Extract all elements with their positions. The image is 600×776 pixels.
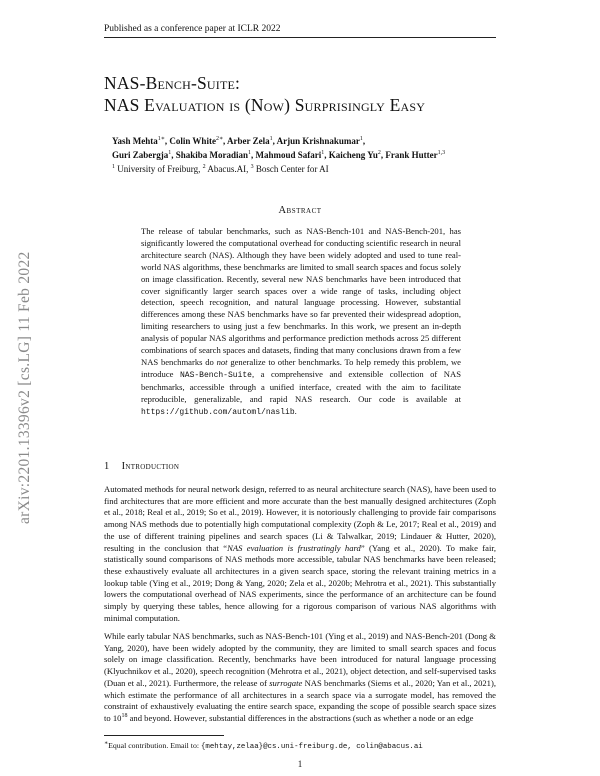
paragraph-emphasis: surrogate [269, 677, 303, 688]
exponent: 18 [121, 713, 128, 720]
author-sup: 1,3 [437, 150, 446, 156]
footnote-mark: ∗ [104, 740, 109, 747]
footnote-emails[interactable]: {mehtay,zelaa}@cs.uni-freiburg.de, colin@abacus.ai [200, 743, 423, 751]
author-name: Yash Mehta [112, 136, 158, 146]
footnote [104, 735, 496, 752]
author-line-1: Yash Mehta$^{1∗}$, Colin White$^{2∗}$, Arber Zela$^1$, Arjun Krishnakumar$^1$, [112, 136, 366, 146]
affil-sup: 1 [112, 164, 115, 170]
abstract-text: , a comprehensive and extensible collection of NAS benchmarks, accessible through a unified interface, created with the aim to facilitate reproducible, generalizable, and rapid NAS research. Our code is available at [141, 368, 461, 404]
abstract-text: generalize to other benchmarks. To help remedy this problem, we introduce [141, 356, 461, 379]
author-name: Kaicheng Yu [328, 150, 378, 160]
paragraph-text: Automated methods for neural network design, referred to as neural architecture search (NAS), have been used to find architectures that are more efficient and more accurate than the best manually designed architectures (Zoph et al., 2018; Real et al., 2019; So et al., 2019). However, it is notoriously challenging to provide fair comparisons among NAS methods due to potentially high computational complexity (Zoph & Le, 2017; Real et al., 2019) and the use of different training pipelines and search spaces (Li & Talwalkar, 2019; Lindauer & Hutter, 2020), resulting in the conclusion that “ [104, 484, 496, 553]
affil-sup: 3 [250, 164, 254, 170]
section-title: Introduction [121, 461, 180, 472]
paragraph-text: ” (Yang et al., 2020). To make fair, statistically sound comparisons of NAS methods more accessible, tabular NAS benchmarks have been released; these exhaustively evaluate all architectures in a given search space, storing the relevant training metrics in a lookup table (Ying et al., 2019; Dong & Yang, 2020; Zela et al., 2020b; Mehrotra et al., 2021). This substantially lowers the computational overhead of NAS experiments, since the performance of an architecture can be found simply by querying these tables, hence allowing for a rigorous comparison of various NAS algorithms with minimal computation. [104, 542, 496, 623]
affiliations [112, 162, 492, 176]
abstract-body [141, 226, 461, 419]
code-url-link[interactable]: https://github.com/automl/naslib [141, 407, 295, 417]
title-line-2: NAS Evaluation is (Now) Surprisingly Easy [104, 95, 426, 115]
affiliation: Abacus.AI, [207, 164, 251, 174]
author-name: Mahmoud Safari [255, 150, 322, 160]
page-number: 1 [297, 759, 303, 769]
author-name: Frank Hutter [385, 150, 438, 160]
title-line-1: NAS-Bench-Suite: [104, 73, 241, 93]
abstract-emphasis: not [216, 356, 228, 367]
author-sup: 1 [269, 136, 273, 142]
author-name: Shakiba Moradian [175, 150, 249, 160]
section-number: 1 [104, 461, 110, 472]
affil-sup: 2 [202, 164, 206, 170]
author-block [112, 134, 492, 176]
author-name: Guri Zabergja [112, 150, 169, 160]
running-header: Published as a conference paper at ICLR 2022 [104, 24, 496, 38]
footnote-rule [104, 735, 224, 736]
intro-paragraph-2 [104, 631, 496, 725]
author-name: Arjun Krishnakumar [276, 136, 360, 146]
author-sup: 1 [321, 150, 325, 156]
abstract-text: . [294, 405, 297, 416]
author-sup: 1 [248, 150, 252, 156]
paragraph-text: and beyond. However, substantial differences in the abstractions (such as whether a node or an edge [127, 712, 474, 723]
suite-name: NAS-Bench-Suite [179, 370, 252, 380]
paragraph-text: NAS benchmarks (Siems et al., 2020; Yan et al., 2021), which estimate the performance of all architectures in a search space via a surrogate model, has removed the constraint of exhaustively evaluating the entire search space, expanding the scope of possible search space sizes to 10 [104, 677, 496, 723]
abstract-text: The release of tabular benchmarks, such as NAS-Bench-101 and NAS-Bench-201, has significantly lowered the computational overhead for conducting scientific research in neural architecture search (NAS). Although they have been widely adopted and used to tune real-world NAS algorithms, these benchmarks are limited to small search spaces and focus solely on image classification. Recently, several new NAS benchmarks have been introduced that cover significantly larger search spaces over a wide range of tasks, including object detection, speech recognition, and natural language processing. However, substantial differences among these NAS benchmarks have so far prevented their widespread adoption, limiting researchers to using just a few benchmarks. In this work, we present an in-depth analysis of popular NAS algorithms and performance prediction methods across 25 different combinations of search spaces and datasets, finding that many conclusions drawn from a few NAS benchmarks do [141, 226, 461, 367]
paper-title [104, 72, 504, 116]
paragraph-text: While early tabular NAS benchmarks, such as NAS-Bench-101 (Ying et al., 2019) and NAS-Bench-201 (Dong & Yang, 2020), have been widely adopted by the community, they are limited to small search spaces and focus solely on image classification. Recently, benchmarks have been introduced for natural language processing (Klyuchnikov et al., 2020), speech recognition (Mehrotra et al., 2021), object detection, and self-supervised tasks (Duan et al., 2021). Furthermore, the release of [104, 631, 496, 688]
author-sup: 1 [168, 150, 172, 156]
author-name: Colin White [169, 136, 216, 146]
author-sup: 1 [359, 136, 363, 142]
paragraph-quote: NAS evaluation is frustratingly hard [227, 542, 361, 553]
abstract-heading: Abstract [278, 205, 322, 216]
footnote-text: Equal contribution. Email to: [108, 741, 201, 750]
author-sup: 2 [377, 150, 381, 156]
author-line-2: Guri Zabergja$^1$, Shakiba Moradian$^1$, Mahmoud Safari$^1$, Kaicheng Yu$^2$, Frank Hutter$^{1,3}$ [112, 150, 446, 160]
affiliation: Bosch Center for AI [255, 164, 329, 174]
intro-paragraph-1 [104, 484, 496, 624]
affiliation: University of Freiburg, [117, 164, 203, 174]
author-sup: 1∗ [157, 136, 165, 142]
author-name: Arber Zela [227, 136, 270, 146]
section-heading [104, 461, 179, 472]
arxiv-stamp[interactable]: arXiv:2201.13396v2 [cs.LG] 11 Feb 2022 [16, 251, 33, 524]
author-sup: 2∗ [215, 136, 224, 142]
